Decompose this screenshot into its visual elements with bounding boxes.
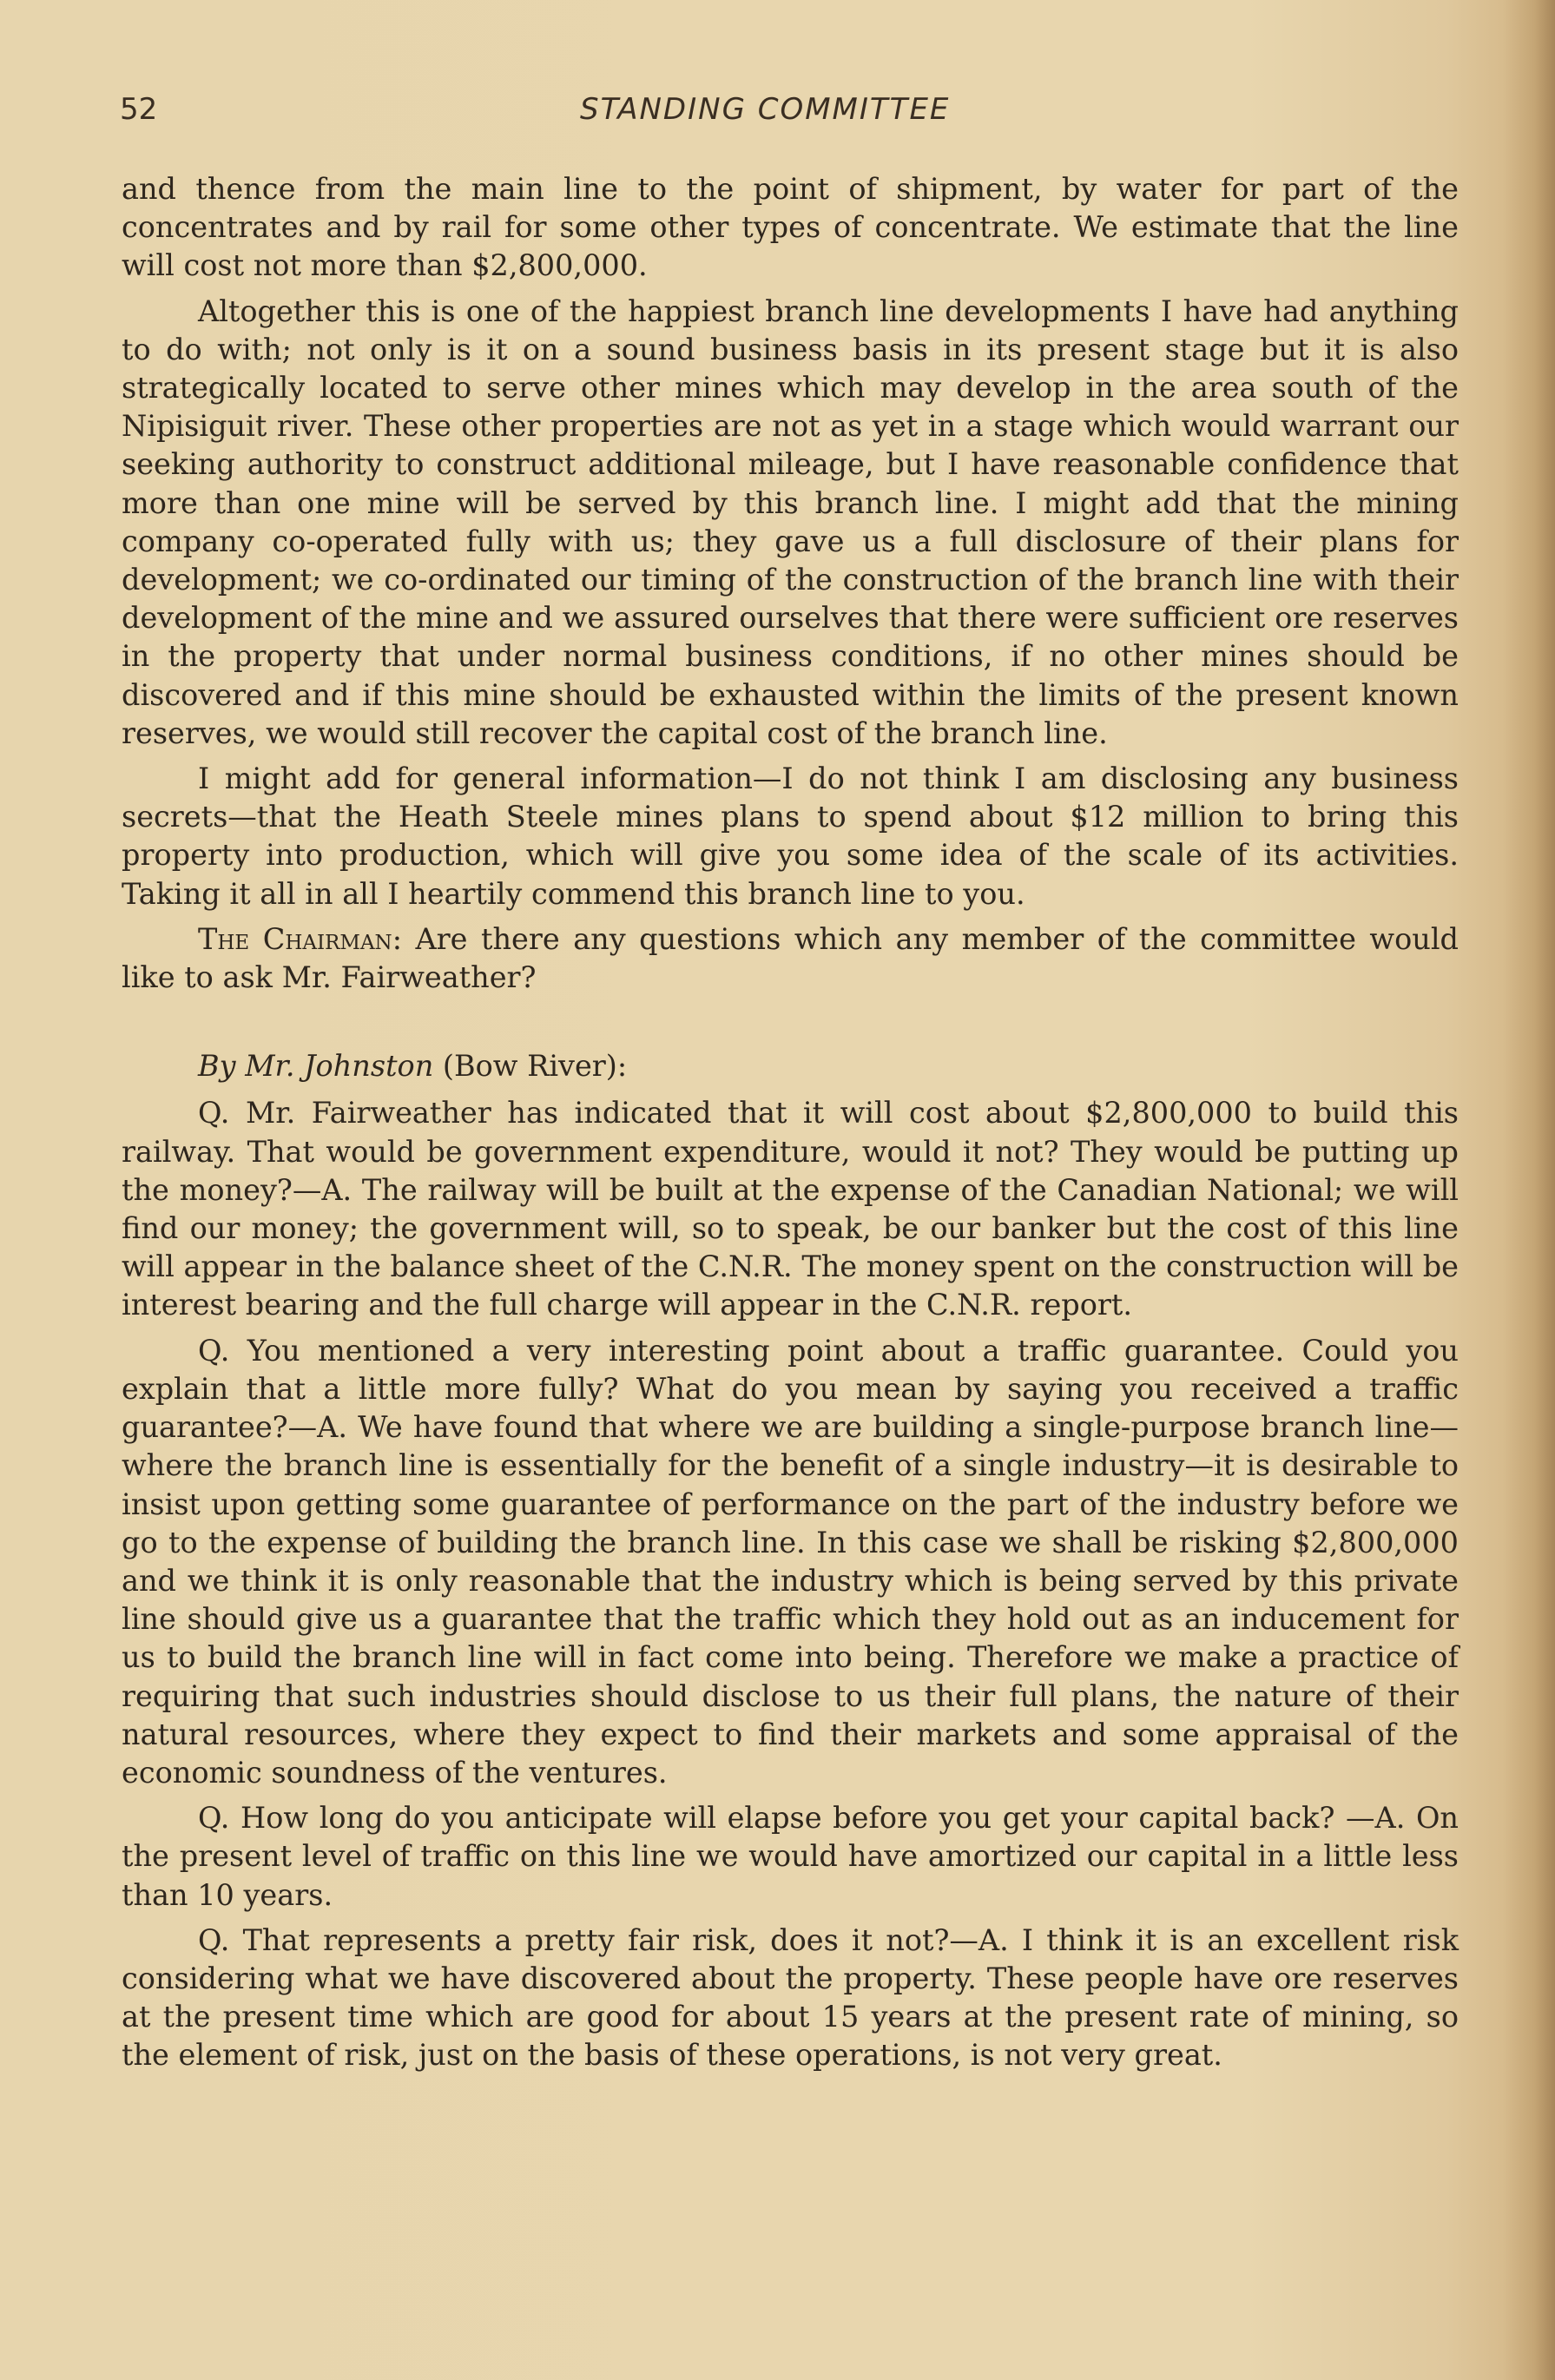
- question-answer-1: Q. Mr. Fairweather has indicated that it will cost about $2,800,000 to build this railway. That would be government expenditure, would it not? They would be putting up the money?—A. The railway will be built at the expense of the Canadian National; we will find our money; the government will, so to speak, be our banker but the cost of this line will appear in the balance sheet of the C.N.R. The money spent on the construction will be interest bearing and the full charge will appear in the C.N.R. report.: [122, 1096, 1459, 1322]
- paragraph-chairman: [122, 920, 1459, 997]
- speaker-name: The Chairman: [198, 921, 392, 956]
- page-number: 52: [120, 92, 158, 127]
- speaker-text: : Are there any questions which any member of the committee would like to ask Mr. Fairweather?: [122, 921, 1459, 995]
- running-head: [120, 92, 1457, 127]
- question-answer-2: Q. You mentioned a very interesting point about a traffic guarantee. Could you explain that a little more fully? What do you mean by saying you received a traffic guarantee?—A. We have found that where we are building a single-purpose branch line—where the branch line is essentially for the benefit of a single industry—it is desirable to insist upon getting some guarantee of performance on the part of the industry before we go to the expense of building the branch line. In this case we shall be risking $2,800,000 and we think it is only reasonable that the industry which is being served by this private line should give us a guarantee that the traffic which they hold out as an inducement for us to build the branch line will in fact come into being. Therefore we make a practice of requiring that such industries should disclose to us their full plans, the nature of their natural resources, where they expect to find their markets and some appraisal of the economic soundness of the ventures.: [122, 1333, 1459, 1790]
- question-answer-3: Q. How long do you anticipate will elapse before you get your capital back? —A. On the present level of traffic on this line we would have amortized our capital in a little less than 10 years.: [122, 1801, 1459, 1912]
- paragraph-heath-steele: I might add for general information—I do not think I am disclosing any business secrets—that the Heath Steele mines plans to spend about $12 million to bring this property into production, which will give you some idea of the scale of its activities. Taking it all in all I heartily commend this branch line to you.: [122, 761, 1459, 911]
- page-spine-shadow: [1503, 0, 1555, 2380]
- byline-riding: (Bow River):: [433, 1049, 628, 1084]
- paragraph-continuation: and thence from the main line to the point of shipment, by water for part of the concentrates and by rail for some other types of concentrate. We estimate that the line will cost not more than $2,800,000.: [122, 172, 1459, 283]
- byline-name: By Mr. Johnston: [198, 1049, 434, 1084]
- byline: [122, 1047, 1459, 1085]
- body-text: [122, 170, 1459, 2082]
- paragraph-branch-line: Altogether this is one of the happiest branch line developments I have had anything to do with; not only is it on a sound business basis in its present stage but it is also strategically located to serve other mines which may develop in the area south of the Nipisiguit river. These other properties are not as yet in a stage which would warrant our seeking authority to construct additional mileage, but I have reasonable confidence that more than one mine will be served by this branch line. I might add that the mining company co-operated fully with us; they gave us a full disclosure of their plans for development; we co-ordinated our timing of the construction of the branch line with their development of the mine and we assured ourselves that there were sufficient ore reserves in the property that under normal business conditions, if no other mines should be discovered and if this mine should be exhausted within the limits of the present known reserves, we would still recover the capital cost of the branch line.: [122, 293, 1459, 750]
- question-answer-4: Q. That represents a pretty fair risk, does it not?—A. I think it is an excellent risk considering what we have discovered about the property. These people have ore reserves at the present time which are good for about 15 years at the present rate of mining, so the element of risk, just on the basis of these operations, is not very great.: [122, 1922, 1459, 2073]
- running-title: STANDING COMMITTEE: [580, 92, 951, 127]
